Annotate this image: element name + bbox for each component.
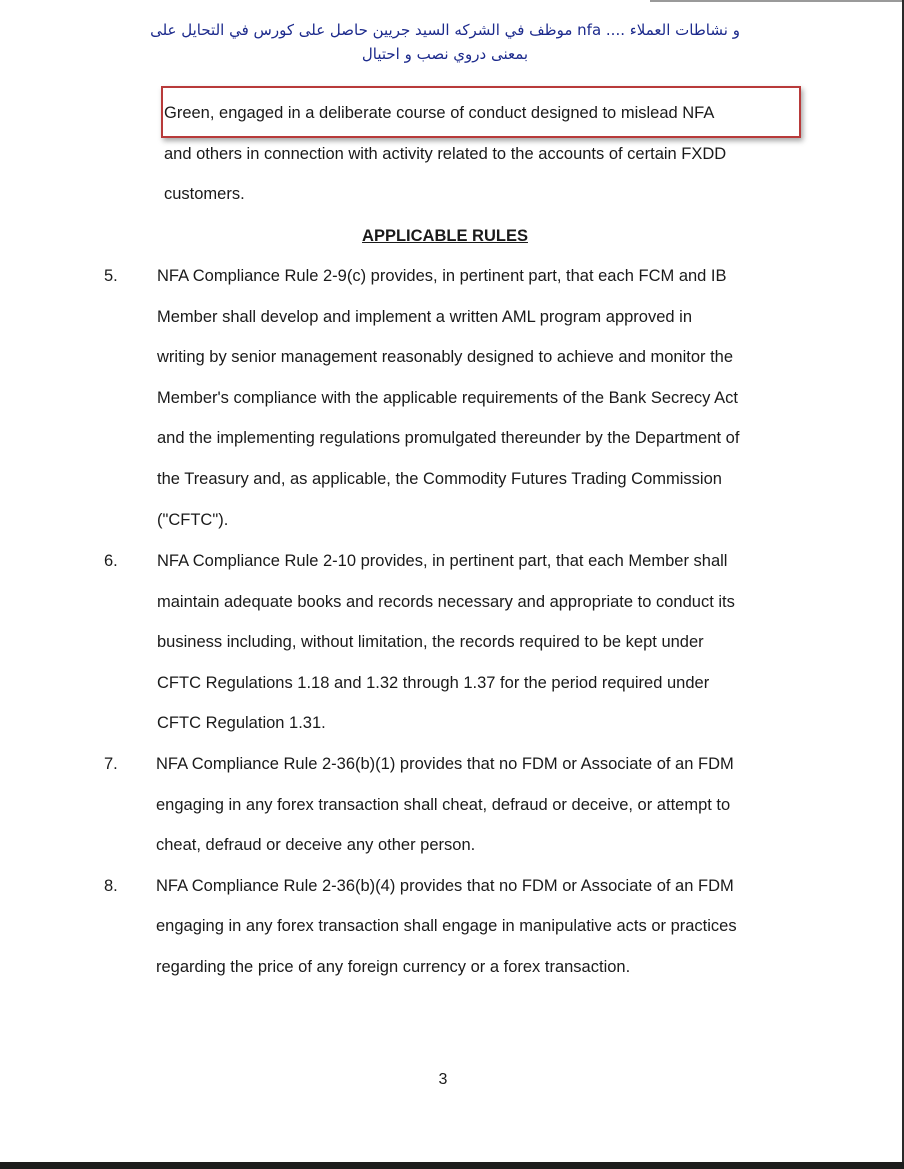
scan-edge-top	[650, 0, 904, 2]
section-heading: APPLICABLE RULES	[362, 227, 528, 245]
paragraph-5-line-2: Member shall develop and implement a written AML program approved in	[157, 308, 692, 326]
paragraph-7-line-1: NFA Compliance Rule 2-36(b)(1) provides that no FDM or Associate of an FDM	[156, 755, 734, 773]
paragraph-7-line-2: engaging in any forex transaction shall cheat, defraud or deceive, or attempt to	[156, 796, 731, 814]
paragraph-5-line-1: NFA Compliance Rule 2-9(c) provides, in pertinent part, that each FCM and IB	[157, 267, 727, 285]
scan-edge-bottom	[0, 1162, 904, 1169]
paragraph-5-line-6: the Treasury and, as applicable, the Commodity Futures Trading Commission	[157, 470, 722, 488]
paragraph-8-line-2: engaging in any forex transaction shall engage in manipulative acts or practices	[156, 917, 737, 935]
paragraph-6-line-2: maintain adequate books and records necessary and appropriate to conduct its	[157, 593, 735, 611]
paragraph-6-line-5: CFTC Regulation 1.31.	[157, 714, 326, 732]
paragraph-number-6: 6.	[104, 552, 118, 570]
paragraph-number-8: 8.	[104, 877, 118, 895]
arabic-annotation-line-1: و نشاطات العملاء .... nfa موظف في الشركه السيد جريين حاصل على كورس في التحايل على	[150, 21, 740, 39]
paragraph-6-line-4: CFTC Regulations 1.18 and 1.32 through 1.37 for the period required under	[157, 674, 710, 692]
paragraph-number-7: 7.	[104, 755, 118, 773]
paragraph-7-line-3: cheat, defraud or deceive any other person.	[156, 836, 476, 854]
paragraph-number-5: 5.	[104, 267, 118, 285]
paragraph-5-line-7: ("CFTC").	[157, 511, 229, 529]
page-number: 3	[438, 1071, 448, 1088]
paragraph-5-line-3: writing by senior management reasonably designed to achieve and monitor the	[157, 348, 734, 366]
paragraph-6-line-3: business including, without limitation, the records required to be kept under	[157, 633, 704, 651]
intro-line-3: customers.	[164, 185, 245, 203]
arabic-annotation	[100, 18, 790, 66]
paragraph-5-line-5: and the implementing regulations promulgated thereunder by the Department of	[157, 429, 740, 447]
arabic-annotation-line-2: بمعنى دروي نصب و احتيال	[361, 45, 529, 63]
paragraph-8-line-3: regarding the price of any foreign currency or a forex transaction.	[156, 958, 631, 976]
paragraph-5-line-4: Member's compliance with the applicable requirements of the Bank Secrecy Act	[157, 389, 738, 407]
intro-line-2: and others in connection with activity related to the accounts of certain FXDD	[164, 145, 727, 163]
paragraph-6-line-1: NFA Compliance Rule 2-10 provides, in pertinent part, that each Member shall	[157, 552, 728, 570]
paragraph-8-line-1: NFA Compliance Rule 2-36(b)(4) provides that no FDM or Associate of an FDM	[156, 877, 734, 895]
intro-line-1: Green, engaged in a deliberate course of conduct designed to mislead NFA	[164, 104, 715, 122]
